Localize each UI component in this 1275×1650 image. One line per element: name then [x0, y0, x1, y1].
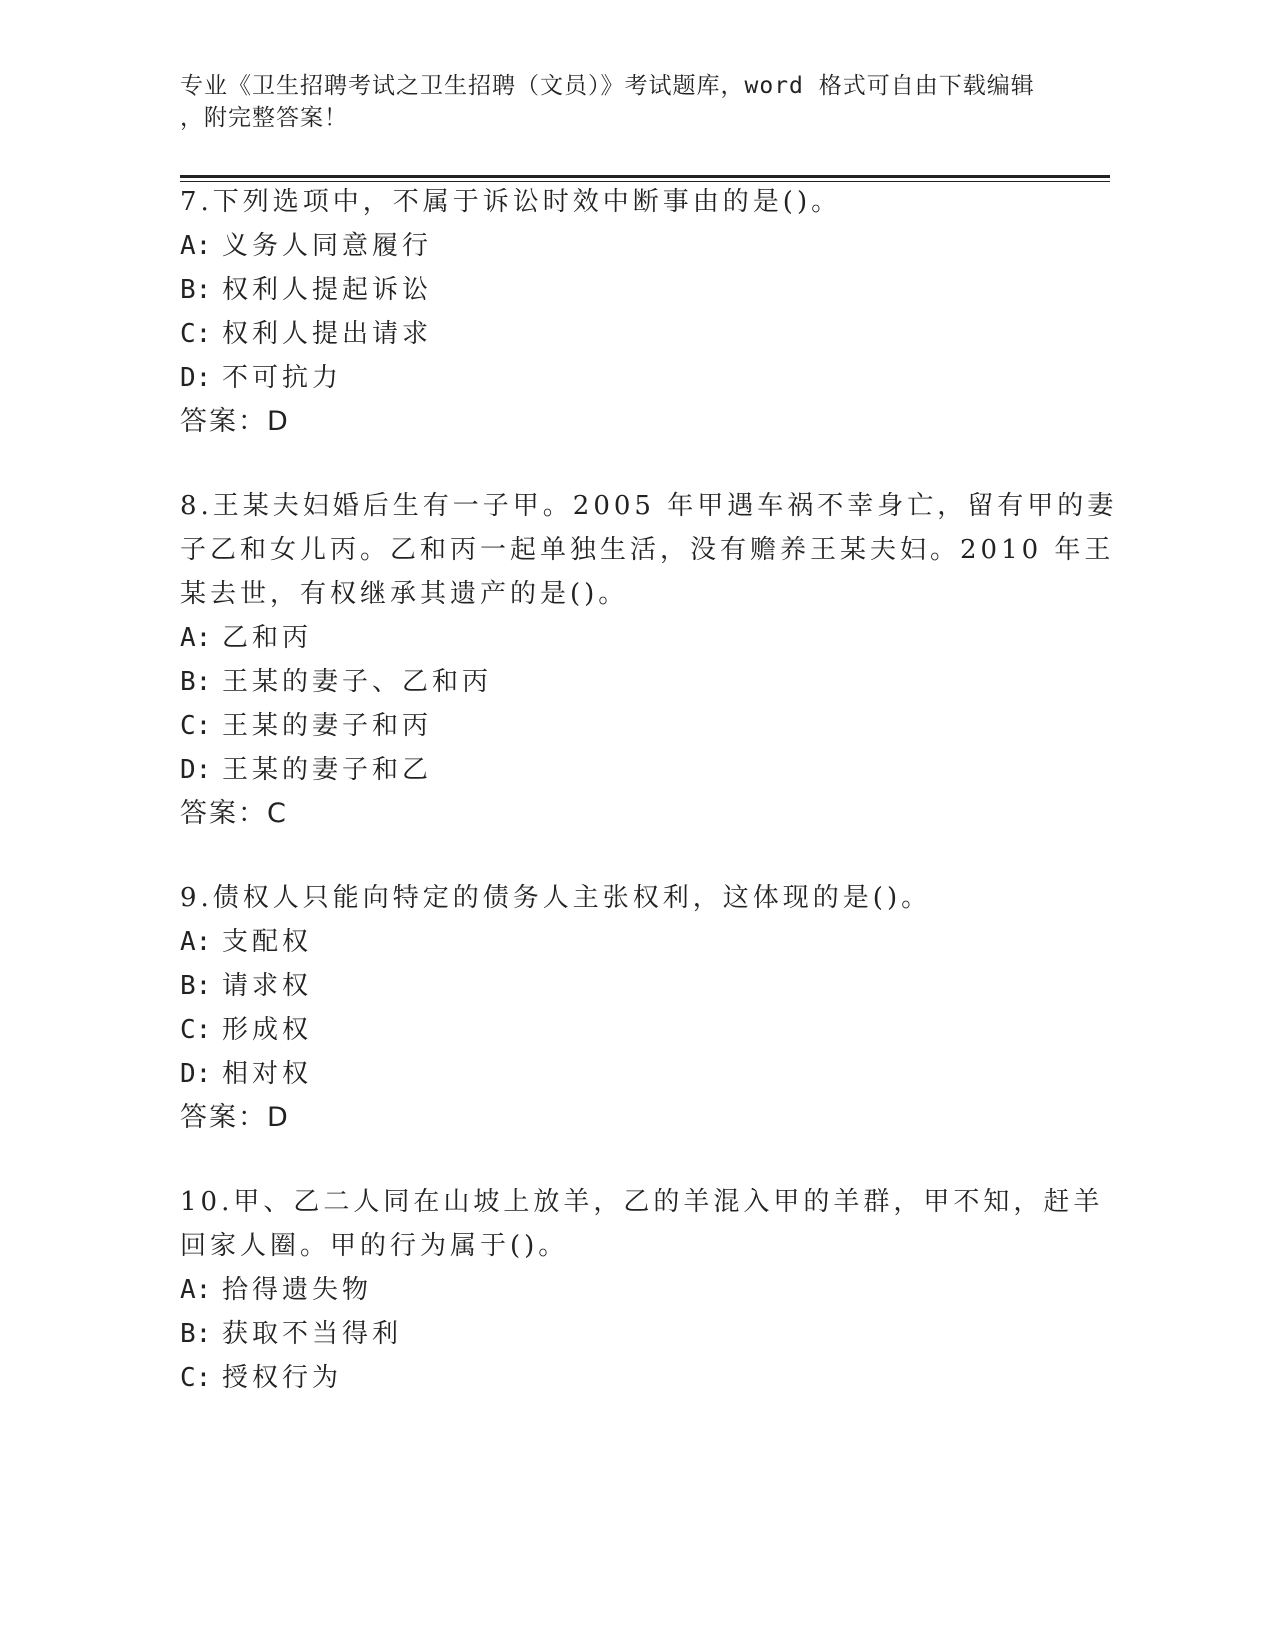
question-10: [180, 1180, 1104, 1400]
option-text: 义务人同意履行: [222, 231, 433, 261]
answer-line: 答案：D: [180, 1102, 290, 1133]
option-a: [180, 1268, 1040, 1312]
option-key: C:: [180, 1363, 212, 1393]
option-text: 王某的妻子、乙和丙: [222, 667, 493, 697]
header-rule-thick: [180, 175, 1110, 178]
option-key: D:: [180, 363, 212, 393]
document-header: [180, 70, 1040, 134]
option-c: [180, 1008, 1040, 1052]
option-key: A:: [180, 231, 212, 261]
question-7: [180, 180, 1040, 444]
option-key: B:: [180, 1319, 212, 1349]
answer-line: 答案：C: [180, 798, 288, 829]
option-key: B:: [180, 971, 212, 1001]
option-text: 王某的妻子和乙: [222, 755, 433, 785]
option-d: [180, 1052, 1040, 1096]
option-text: 相对权: [222, 1059, 313, 1089]
question-stem-line: 回家人圈。甲的行为属于()。: [180, 1231, 569, 1261]
option-text: 乙和丙: [222, 623, 313, 653]
option-text: 形成权: [222, 1015, 313, 1045]
option-text: 权利人提出请求: [222, 319, 433, 349]
option-key: B:: [180, 275, 212, 305]
question-stem-line: 子乙和女儿丙。乙和丙一起单独生活，没有赡养王某夫妇。2010 年王: [180, 535, 1115, 565]
option-b: [180, 1312, 1040, 1356]
header-title-line-2: ，附完整答案！: [180, 105, 348, 131]
option-key: C:: [180, 319, 212, 349]
option-c: [180, 704, 1040, 748]
question-stem-line: 9.债权人只能向特定的债务人主张权利，这体现的是()。: [180, 883, 932, 913]
question-8: [180, 484, 1118, 836]
option-text: 权利人提起诉讼: [222, 275, 433, 305]
option-key: A:: [180, 927, 212, 957]
header-title-line-1: 专业《卫生招聘考试之卫生招聘（文员）》考试题库，word 格式可自由下载编辑: [180, 73, 1035, 99]
option-key: A:: [180, 1275, 212, 1305]
answer-line: 答案：D: [180, 406, 290, 437]
option-key: B:: [180, 667, 212, 697]
option-key: C:: [180, 711, 212, 741]
option-key: D:: [180, 1059, 212, 1089]
option-a: [180, 616, 1040, 660]
option-text: 请求权: [222, 971, 313, 1001]
option-b: [180, 660, 1040, 704]
question-stem-line: 某去世，有权继承其遗产的是()。: [180, 579, 629, 609]
option-text: 支配权: [222, 927, 313, 957]
option-text: 拾得遗失物: [222, 1275, 373, 1305]
question-stem-line: 8.王某夫妇婚后生有一子甲。2005 年甲遇车祸不幸身亡，留有甲的妻: [180, 491, 1118, 521]
option-a: [180, 224, 1040, 268]
question-stem: [180, 180, 1040, 224]
option-key: A:: [180, 623, 212, 653]
option-key: D:: [180, 755, 212, 785]
question-stem-line: 7.下列选项中，不属于诉讼时效中断事由的是()。: [180, 187, 842, 217]
question-stem: [180, 484, 1118, 616]
question-stem-line: 10.甲、乙二人同在山坡上放羊，乙的羊混入甲的羊群，甲不知，赶羊: [180, 1187, 1104, 1217]
question-stem: [180, 876, 1040, 920]
option-b: [180, 964, 1040, 1008]
option-d: [180, 748, 1040, 792]
option-text: 王某的妻子和丙: [222, 711, 433, 741]
option-d: [180, 356, 1040, 400]
option-key: C:: [180, 1015, 212, 1045]
question-stem: [180, 1180, 1104, 1268]
option-b: [180, 268, 1040, 312]
option-text: 获取不当得利: [222, 1319, 403, 1349]
option-c: [180, 312, 1040, 356]
option-a: [180, 920, 1040, 964]
question-9: [180, 876, 1040, 1140]
option-text: 不可抗力: [222, 363, 343, 393]
option-text: 授权行为: [222, 1363, 343, 1393]
option-c: [180, 1356, 1040, 1400]
